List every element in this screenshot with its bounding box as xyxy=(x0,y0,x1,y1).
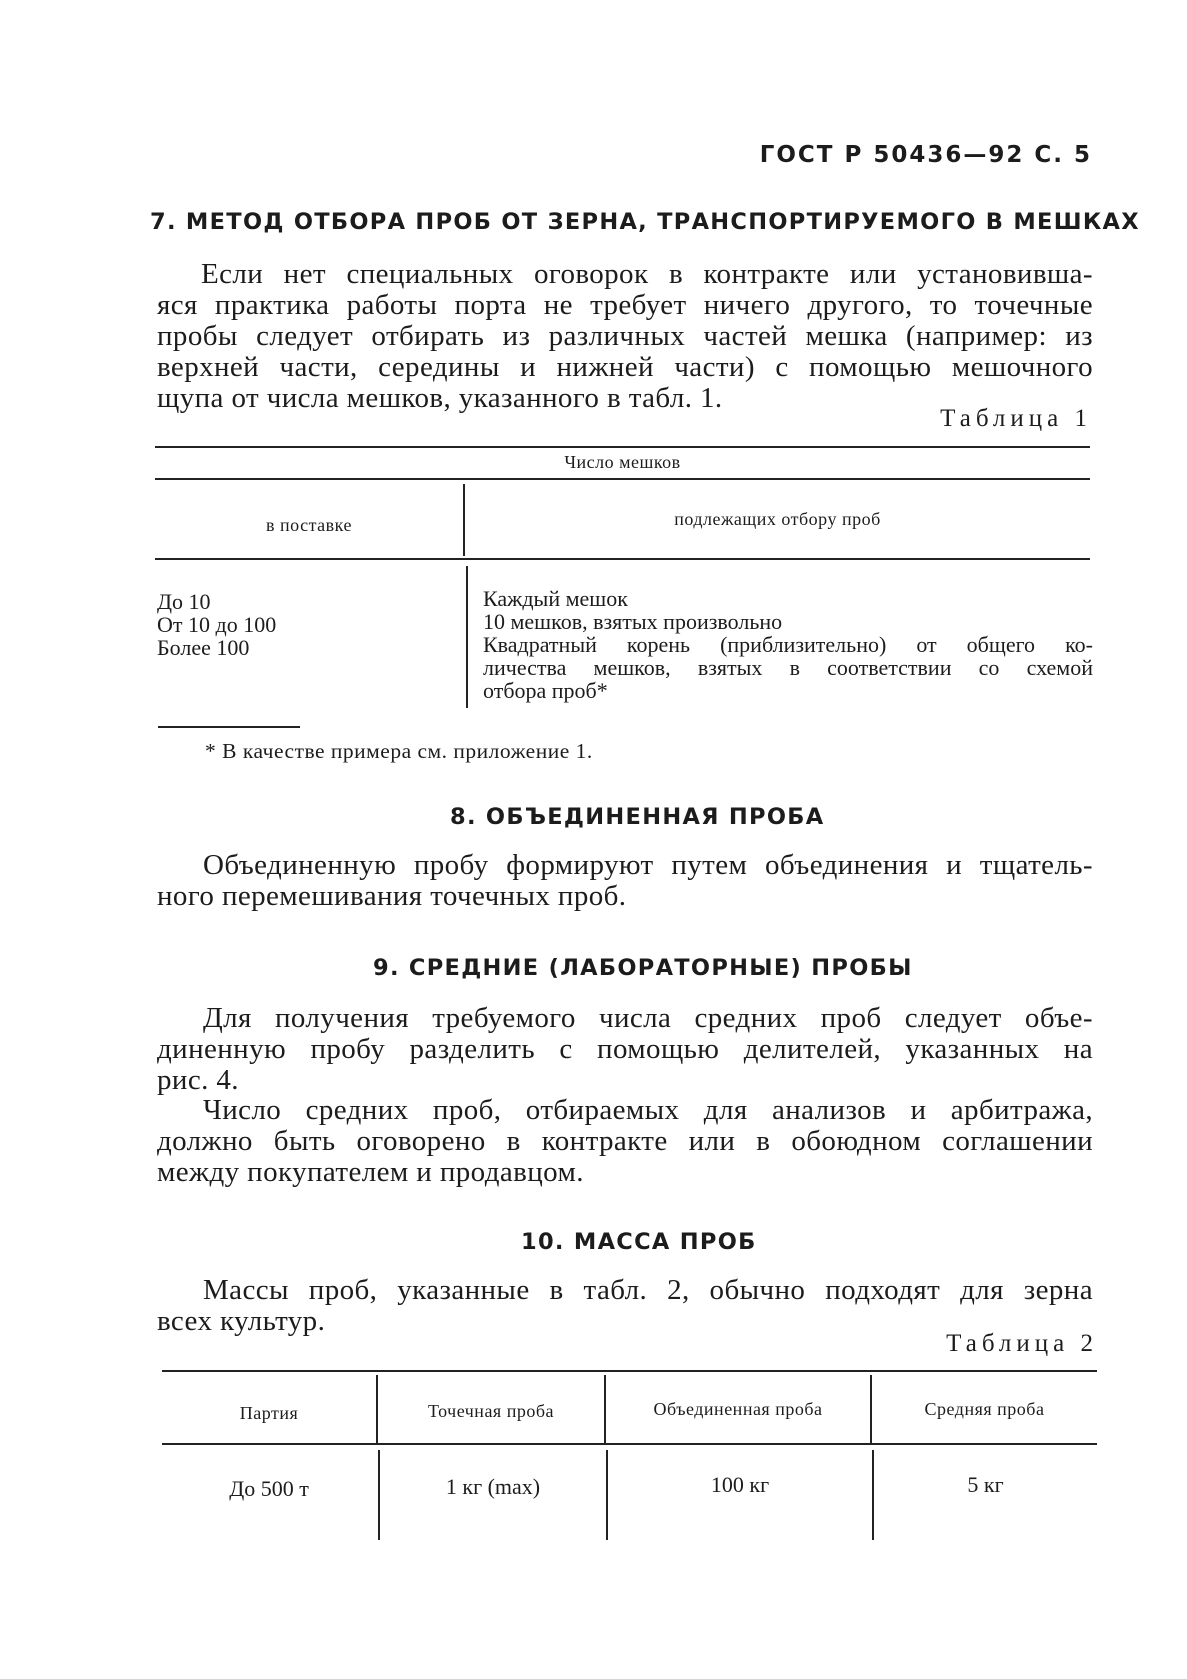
paragraph-line: Число средних проб, отбираемых для анализов и арбитража, xyxy=(203,1094,1093,1126)
table-2-header: Объединенная проба xyxy=(653,1399,823,1419)
table-1-col1-cells xyxy=(157,590,276,659)
table-1-body-rule xyxy=(155,558,1090,560)
section-9-heading: 9. СРЕДНИЕ (ЛАБОРАТОРНЫЕ) ПРОБЫ xyxy=(373,955,913,981)
section-10-heading: 10. МАССА ПРОБ xyxy=(521,1229,757,1255)
paragraph-line: верхней части, середины и нижней части) с помощью мешочного xyxy=(157,351,1093,383)
paragraph-line: должно быть оговорено в контракте или в обоюдном соглашении xyxy=(157,1125,1093,1157)
paragraph-line: всех культур. xyxy=(157,1305,326,1337)
table-1-cell: До 10 xyxy=(157,589,211,614)
table-2-cell: До 500 т xyxy=(229,1476,309,1501)
table-1-cell: отбора проб* xyxy=(483,678,608,703)
table-1-cell: Более 100 xyxy=(157,635,250,660)
table-1-cell: 10 мешков, взятых произвольно xyxy=(483,609,783,634)
section-8-heading: 8. ОБЪЕДИНЕННАЯ ПРОБА xyxy=(450,804,825,830)
section-7-heading: 7. МЕТОД ОТБОРА ПРОБ ОТ ЗЕРНА, ТРАНСПОРТИРУЕМОГО В МЕШКАХ xyxy=(150,209,1140,235)
table-2-top-rule xyxy=(162,1370,1097,1372)
table-1-top-rule xyxy=(155,446,1090,448)
table-2-cell: 5 кг xyxy=(967,1472,1004,1497)
table-2-header: Средняя проба xyxy=(924,1399,1045,1419)
section-8-paragraph xyxy=(157,850,1093,912)
table-1-cell: личества мешков, взятых в соответствии со схемой xyxy=(483,655,1093,680)
table-2-cell: 100 кг xyxy=(710,1472,770,1497)
paragraph-line: щупа от числа мешков, указанного в табл. 1. xyxy=(157,382,723,414)
table-2-header: Точечная проба xyxy=(427,1401,554,1421)
footnote-rule xyxy=(158,726,300,728)
table-2-cell: 1 кг (max) xyxy=(445,1474,541,1499)
table-1-col1-header: в поставке xyxy=(266,515,352,535)
section-10-paragraph xyxy=(157,1275,1093,1337)
table-2-header-rule xyxy=(162,1443,1097,1445)
paragraph-line: Массы проб, указанные в табл. 2, обычно подходят для зерна xyxy=(203,1274,1093,1306)
table-1-col2-header: подлежащих отбору проб xyxy=(674,509,881,529)
paragraph-line: ного перемешивания точечных проб. xyxy=(157,880,627,912)
paragraph-line: между покупателем и продавцом. xyxy=(157,1156,584,1188)
table-1-cell: Квадратный корень (приблизительно) от общего ко- xyxy=(483,632,1093,657)
table-1-body-divider xyxy=(466,566,468,708)
paragraph-line: пробы следует отбирать из различных частей мешка (например: из xyxy=(157,320,1093,352)
section-9-paragraph-1 xyxy=(157,1003,1093,1096)
table-1-caption: Таблица 1 xyxy=(940,405,1092,432)
paragraph-line: диненную пробу разделить с помощью делителей, указанных на xyxy=(157,1033,1093,1065)
table-1-header-rule xyxy=(155,478,1090,480)
paragraph-line: Для получения требуемого числа средних проб следует объе- xyxy=(203,1002,1093,1034)
table-1-col2-cells xyxy=(483,587,1093,702)
table-2-header: Партия xyxy=(239,1403,299,1423)
table-2-caption: Таблица 2 xyxy=(946,1330,1098,1357)
paragraph-line: Если нет специальных оговорок в контракте или установивша- xyxy=(201,258,1093,290)
section-7-paragraph xyxy=(157,259,1093,414)
paragraph-line: яся практика работы порта не требует ничего другого, то точечные xyxy=(157,289,1093,321)
paragraph-line: рис. 4. xyxy=(157,1064,239,1096)
table-1-cell: От 10 до 100 xyxy=(157,612,277,637)
table-1-footnote: * В качестве примера см. приложение 1. xyxy=(205,739,593,763)
table-1-group-header: Число мешков xyxy=(564,452,681,472)
page-header: ГОСТ Р 50436—92 С. 5 xyxy=(759,142,1092,168)
paragraph-line: Объединенную пробу формируют путем объединения и тщатель- xyxy=(203,849,1093,881)
table-1-cell: Каждый мешок xyxy=(483,586,628,611)
section-9-paragraph-2 xyxy=(157,1095,1093,1188)
